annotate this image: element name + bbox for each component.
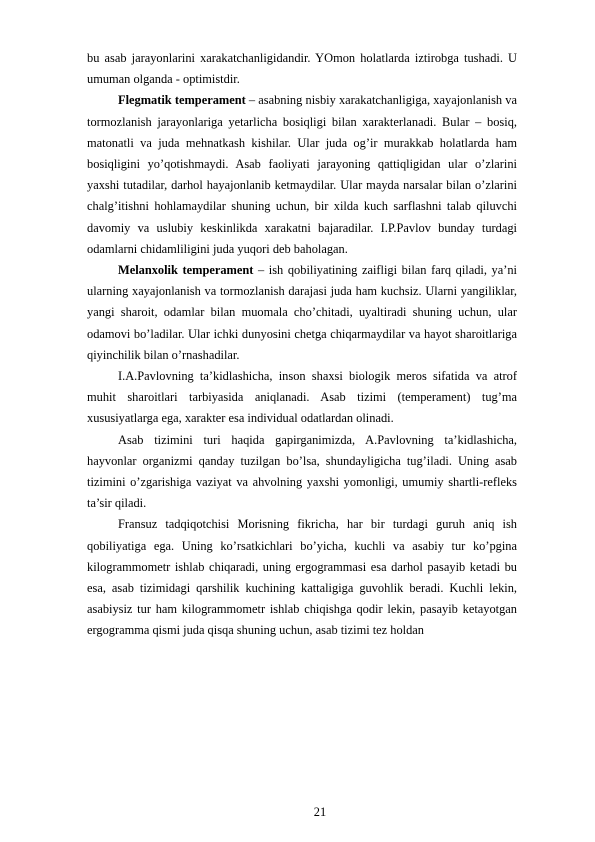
paragraph-flegmatik [87, 90, 517, 260]
paragraph-continuation [87, 48, 517, 90]
paragraph-melanxolik [87, 260, 517, 366]
paragraph-nervous-system-type [87, 430, 517, 515]
paragraph-text: bu asab jarayonlarini xarakatchanligidandir. YOmon holatlarda iztirobga tushadi. U umuman olganda - optimistdir. [87, 51, 517, 87]
paragraph-text: I.A.Pavlovning ta’kidlashicha, inson shaxsi biologik meros sifatida va atrof muhit sharoitlari tarbiyasida aniqlanadi. Asab tizimi (temperament) tug’ma xususiyatlarga ega, xarakter esa individual odatlardan olinadi. [87, 369, 517, 426]
term-melanxolik: Melanxolik temperament [118, 263, 254, 278]
term-flegmatik: Flegmatik temperament [118, 93, 246, 108]
paragraph-text: – ish qobiliyatining zaifligi bilan farq qiladi, ya’ni ularning xayajonlanish va tormozlanish darajasi juda ham kuchsiz. Ularni yangiliklar, yangi sharoit, odamlar bilan muomala cho’chitadi, uyaltiradi shuning uchun, ular odamovi bo’ladilar. Ular ichki dunyosini chetga chiqarmaydilar va hayot sharoitlariga qiyinchilik bilan o’rnashadilar. [87, 263, 518, 362]
paragraph-moris [87, 514, 517, 641]
paragraph-text: Fransuz tadqiqotchisi Morisning fikricha, har bir turdagi guruh aniq ish qobiliyatiga ega. Uning ko’rsatkichlari bo’yicha, kuchli va asabiy tur ko’pgina kilogrammometr ishlab chiqaradi, uning ergogrammasi esa darhol pasayib ketadi bu esa, asab tizimidagi qarshilik kuchining kattaligiga guvohlik beradi. Kuchli lekin, asabiysiz tur ham kilogrammometr ishlab chiqishga qodir lekin, pasayib ketayotgan ergogramma qismi juda qisqa shuning uchun, asab tizimi tez holdan [87, 517, 517, 638]
page-number: 21 [313, 805, 327, 819]
paragraph-pavlov-heredity [87, 366, 517, 430]
paragraph-text: Asab tizimini turi haqida gapirganimizda, A.Pavlovning ta’kidlashicha, hayvonlar organizmi qanday tuzilgan bo’lsa, shundayligicha tug’iladi. Uning asab tizimini o’zgarishiga vaziyat va ahvolning yaxshi yomonligi, umumiy shartli-refleks ta’sir qiladi. [87, 432, 517, 511]
paragraph-text: – asabning nisbiy xarakatchanligiga, xayajonlanish va tormozlanish jarayonlariga yetarlicha bosiqligi bilan xarakterlanadi. Bular – bosiq, matonatli va juda mehnatkash kishilar. Ular juda og’ir murakkab holatlarda ham bosiqligini yo’qotishmaydi. Asab faoliyati jarayoning qattiqligidan ular o’zlarini yaxshi tutadilar, darhol hayajonlanib ketmaydilar. Ular mayda narsalar bilan o’zlarini chalg’itishni hohlamaydilar shuning uchun, bir xilda kuch sarflashni talab qiluvchi davomiy va uslubiy keskinlikda xarakatni bajaradilar. I.P.Pavlov bunday turdagi odamlarni chidamliligini juda yuqori deb baholagan. [87, 93, 517, 256]
body-text [87, 48, 517, 642]
